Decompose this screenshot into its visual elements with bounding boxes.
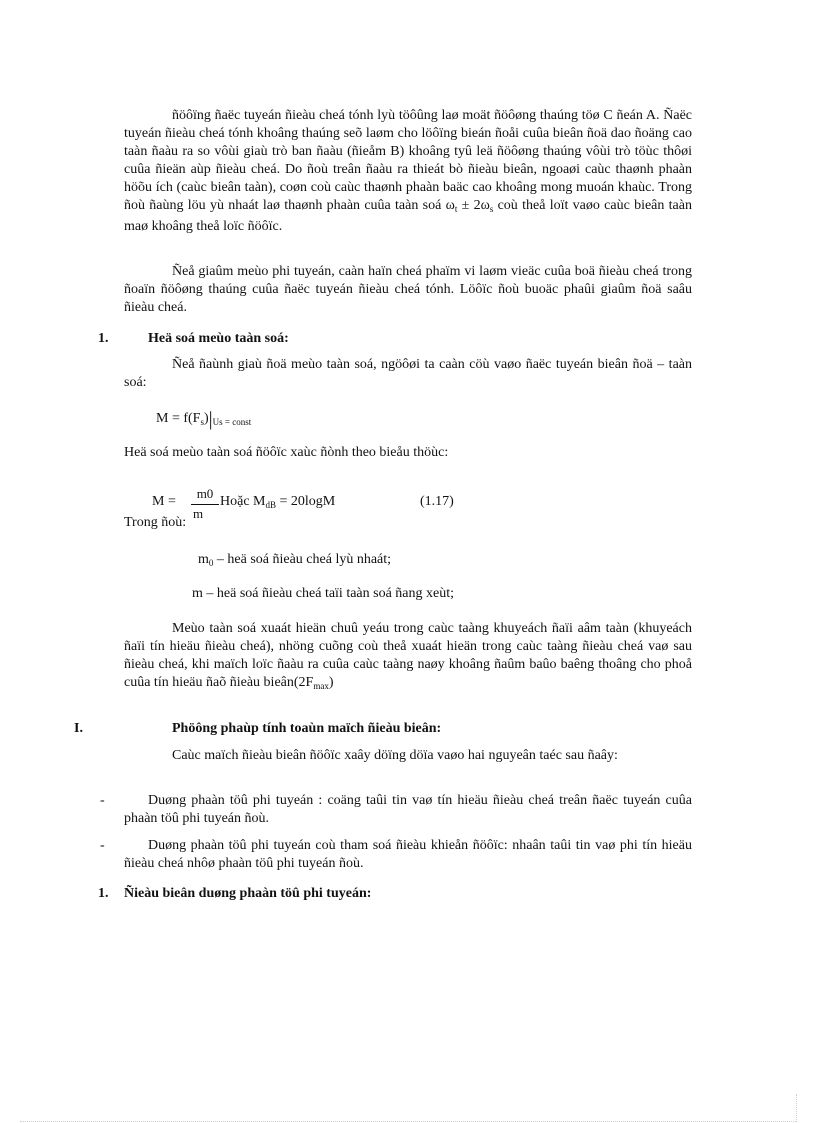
paragraph-2: Ñeå giaûm meùo phi tuyeán, caàn haïn cheá phaïm vi laøm vieäc cuûa boä ñieàu cheá trong ñoaïn ñöôøng thaúng cuûa ñaëc tuyeán ñieàu cheá tónh. Löôïc ñoù buoäc phaûi giaûm ñoä saâu ñieàu cheá. — [124, 264, 692, 315]
equation-number: (1.17) — [420, 494, 454, 509]
paragraph-7: Caùc maïch ñieàu bieân ñöôïc xaây döïng döïa vaøo hai nguyeân taéc sau ñaây: — [172, 748, 618, 763]
bullet-1-dash: - — [100, 793, 105, 808]
heading-3-number: 1. — [98, 886, 109, 901]
heading-1-number: 1. — [98, 331, 109, 346]
bullet-2: Duøng phaàn töû phi tuyeán coù tham soá ñieàu khieån ñöôïc: nhaân taûi tin vaø phi tín hieäu ñieàu cheá nhôø phaàn töû phi tuyeán ñoù. — [124, 838, 692, 871]
paragraph-4: Heä soá meùo taàn soá ñöôïc xaùc ñònh theo bieåu thöùc: — [124, 445, 449, 460]
paragraph-6: Meùo taàn soá xuaát hieän chuû yeáu trong caùc taàng khuyeách ñaïi aâm taàn (khuyeách ñaïi tín hieäu ñieàu cheá), nhöng cuõng coù theå xuaát hieän trong caùc taàng ñieàu cheá vaø sau ñieàu cheá, khi maïch loïc ñaàu ra cuûa caùc taàng naøy khoâng ñaûm baûo baêng thoâng cho phoå cuûa tín hieäu ñaõ ñieàu $bieân(2F_{max})$ — [124, 621, 692, 691]
heading-2: Phöông phaùp tính toaùn maïch ñieàu bieân: — [172, 721, 442, 736]
heading-3: Ñieàu bieân duøng phaàn töû phi tuyeán: — [124, 886, 372, 901]
equation-2-numerator: m0 — [196, 486, 214, 501]
page-right-dotted-border — [796, 1094, 797, 1122]
heading-2-number: I. — [74, 721, 83, 736]
bullet-1: Duøng phaàn töû phi tuyeán : coäng taûi tin vaø tín hieäu ñieàu cheá treân ñaëc tuyeán cuûa phaàn töû phi tuyeán ñoù. — [124, 793, 692, 826]
bullet-2-dash: - — [100, 838, 105, 853]
equation-1: $M = f(F_s)|_{Us = const}$ — [156, 408, 252, 430]
definition-m: m – heä soá ñieàu cheá taïi taàn soá ñang xeùt; — [192, 586, 455, 601]
paragraph-5: Trong ñoù: — [124, 515, 187, 530]
equation-2-rhs: Hoặc $M_{dB} = 20\log M$ — [220, 494, 336, 510]
heading-1: Heä soá meùo taàn soá: — [148, 331, 289, 346]
page-bottom-dotted-border — [20, 1121, 796, 1122]
equation-1-condition: Us = const — [212, 417, 252, 427]
definition-m0: $m_0$ – heä soá ñieàu cheá lyù nhaát; — [198, 552, 392, 568]
paragraph-1: ñöôïng ñaëc tuyeán ñieàu cheá tónh lyù töôûng laø moät ñöôøng thaúng töø C ñeán A. Ñaëc tuyeán ñieàu cheá tónh khoâng thaúng seõ laøm cho löôïng bieán ñoåi cuûa bieân ñoä dao ñoäng cao taàn ñaàu ra so vôùi giaù trò ban ñaàu (ñieåm B) khoâng tyû leä ñöôøng thaúng vôùi trò töùc thôøi cuûa ñieän aùp ñieàu cheá. Do ñoù treân ñaàu ra thieát bò ñieàu bieân, ngoaøi caùc thaønh phaàn höõu ích (caùc bieân taàn), coøn coù caùc thaønh phaàn baäc cao khoâng mong muoán khaùc. Trong ñoù ñaùng löu yù nhaát laø thaønh phaàn cuûa taàn soá $\omega_t \pm 2\omega_s$ coù theå loït vaøo caùc bieân taàn maø khoâng theå loïc ñöôïc. — [124, 108, 692, 234]
equation-2-lhs: M = — [152, 494, 176, 509]
paragraph-3: Ñeå ñaùnh giaù ñoä meùo taàn soá, ngöôøi ta caàn cöù vaøo ñaëc tuyeán bieân ñoä – taàn soá: — [124, 357, 692, 390]
equation-2-denominator: m — [192, 506, 204, 521]
